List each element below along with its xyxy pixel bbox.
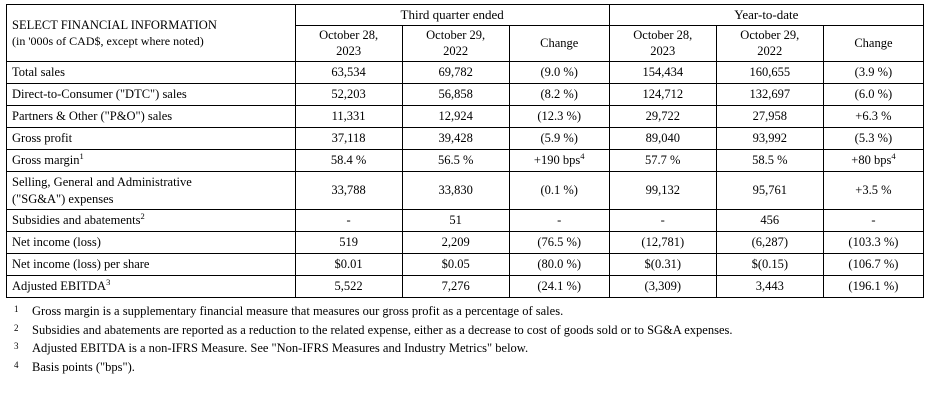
cell-q-2023	[295, 254, 402, 276]
row-label-footnote-marker: 3	[106, 276, 111, 287]
cell-q-2022-text: 56.5 %	[437, 152, 474, 167]
cell-y-change	[823, 276, 923, 298]
cell-y-2023	[609, 84, 716, 106]
cell-y-change	[823, 254, 923, 276]
cell-q-2022-text: 12,924	[438, 108, 473, 123]
cell-y-change-text: -	[871, 213, 876, 228]
table-row	[7, 106, 924, 128]
cell-q-2023	[295, 127, 402, 149]
cell-y-2023-text: (12,781)	[641, 235, 685, 250]
cell-y-2022-text: 3,443	[755, 278, 784, 293]
cell-q-2022	[402, 276, 509, 298]
row-label-text: Direct-to-Consumer ("DTC") sales	[12, 87, 187, 102]
cell-q-change-text: (5.9 %)	[540, 130, 578, 145]
row-label-text: Selling, General and Administrative	[12, 174, 192, 189]
cell-y-2023-text: 99,132	[645, 183, 680, 197]
cell-q-2023	[295, 210, 402, 232]
cell-q-change-text: -	[557, 213, 562, 228]
cell-q-change-text: (24.1 %)	[537, 278, 582, 293]
footnote-text: Adjusted EBITDA is a non-IFRS Measure. See "Non-IFRS Measures and Industry Metrics" below.	[32, 341, 529, 356]
cell-q-2022-text: 56,858	[438, 87, 473, 102]
column-header-y-2022-line1: October 29,	[740, 28, 800, 42]
row-label	[7, 232, 296, 254]
cell-y-2022	[716, 276, 823, 298]
cell-y-2023	[609, 62, 716, 84]
table-subtitle: (in '000s of CAD$, except where noted)	[12, 33, 204, 48]
cell-q-change	[509, 127, 609, 149]
cell-q-2022	[402, 127, 509, 149]
column-header-q-2023-line2: 2023	[336, 43, 362, 58]
cell-y-2023-text: 57.7 %	[645, 152, 681, 167]
column-header-y-2022-line2: 2022	[757, 43, 783, 58]
cell-y-2022	[716, 62, 823, 84]
cell-q-change	[509, 171, 609, 210]
footnote-marker: 2	[14, 322, 19, 333]
column-header-q-change	[509, 26, 609, 62]
cell-q-change	[509, 276, 609, 298]
cell-q-2022	[402, 84, 509, 106]
cell-q-2022	[402, 171, 509, 210]
cell-y-2022	[716, 232, 823, 254]
cell-y-change-text: (3.9 %)	[854, 65, 893, 80]
cell-q-2023	[295, 84, 402, 106]
cell-q-2022-text: 51	[449, 213, 462, 228]
cell-q-change-text: (76.5 %)	[537, 235, 582, 250]
row-label-text: Gross profit	[12, 130, 73, 145]
cell-y-change-text: +6.3 %	[855, 108, 892, 123]
cell-q-2023-text: -	[346, 213, 351, 228]
row-label-text: Subsidies and abatements	[12, 213, 141, 228]
cell-q-2023	[295, 232, 402, 254]
footnote-item	[6, 302, 926, 321]
cell-q-2022-text: 7,276	[441, 278, 470, 293]
cell-q-change	[509, 149, 609, 171]
column-header-y-2022	[716, 26, 823, 62]
row-label-footnote-marker: 1	[79, 150, 84, 161]
cell-y-change-text: (196.1 %)	[848, 278, 899, 293]
cell-q-2023	[295, 276, 402, 298]
footnote-item	[6, 339, 926, 358]
table-row	[7, 62, 924, 84]
footnote-text: Subsidies and abatements are reported as a reduction to the related expense, either as a decrease to cost of goods sold or to SG&A expenses.	[32, 322, 733, 337]
cell-q-change	[509, 106, 609, 128]
footnotes	[6, 302, 926, 377]
cell-y-change-text: +80 bps	[851, 152, 892, 167]
cell-y-change	[823, 149, 923, 171]
cell-y-2023-text: -	[660, 213, 665, 228]
footnote-marker: 1	[14, 303, 19, 314]
cell-y-2022-text: 58.5 %	[752, 152, 788, 167]
footnote-item	[6, 321, 926, 340]
table-body	[7, 62, 924, 298]
cell-y-2022-text: 95,761	[752, 183, 787, 197]
cell-q-change	[509, 254, 609, 276]
cell-q-2023-text: 5,522	[334, 278, 363, 293]
cell-y-change-text: (103.3 %)	[848, 235, 899, 250]
table-row	[7, 84, 924, 106]
row-label	[7, 106, 296, 128]
cell-y-2023-text: 89,040	[645, 130, 680, 145]
cell-y-2022	[716, 254, 823, 276]
cell-y-2023	[609, 127, 716, 149]
cell-y-2023	[609, 276, 716, 298]
cell-q-2022	[402, 232, 509, 254]
cell-q-2022-text: 39,428	[438, 130, 473, 145]
cell-q-2023	[295, 106, 402, 128]
table-row	[7, 210, 924, 232]
cell-y-change-text: (6.0 %)	[854, 87, 893, 102]
cell-y-change	[823, 127, 923, 149]
column-header-q-change-line1: Change	[540, 35, 579, 50]
column-header-y-2023-line1: October 28,	[633, 28, 693, 42]
column-header-y-2023-line2: 2023	[650, 43, 676, 58]
row-label	[7, 62, 296, 84]
table-header	[7, 5, 924, 62]
cell-y-2022-text: 27,958	[752, 108, 787, 123]
table-row	[7, 276, 924, 298]
cell-y-change-footnote-marker: 4	[891, 150, 896, 161]
footnote-text: Gross margin is a supplementary financial measure that measures our gross profit as a percentage of sales.	[32, 303, 564, 318]
cell-q-2023-text: 52,203	[331, 87, 366, 102]
cell-y-2023	[609, 171, 716, 210]
cell-y-2022-text: 456	[760, 213, 780, 228]
row-label-text: Net income (loss)	[12, 235, 101, 250]
row-label	[7, 171, 296, 210]
cell-y-2022-text: 93,992	[752, 130, 787, 145]
cell-q-2022-text: 2,209	[441, 235, 470, 250]
footnote-marker: 3	[14, 341, 19, 352]
cell-q-2022-text: 69,782	[438, 65, 473, 80]
cell-q-2022	[402, 210, 509, 232]
row-label-text-line2: ("SG&A") expenses	[12, 191, 114, 206]
group-header-third-quarter: Third quarter ended	[295, 5, 609, 26]
row-label-text: Gross margin	[12, 152, 80, 167]
column-header-y-2023	[609, 26, 716, 62]
row-label-footnote-marker: 2	[140, 211, 145, 222]
row-label	[7, 84, 296, 106]
cell-y-change	[823, 210, 923, 232]
cell-y-2023-text: 124,712	[642, 87, 684, 102]
cell-q-change	[509, 210, 609, 232]
cell-y-change-text: (106.7 %)	[848, 257, 899, 272]
cell-q-2023-text: $0.01	[334, 257, 363, 272]
table-title: SELECT FINANCIAL INFORMATION	[12, 17, 217, 32]
cell-q-2023-text: 11,331	[331, 108, 366, 123]
cell-y-2022-text: $(0.15)	[751, 257, 789, 272]
table-row	[7, 232, 924, 254]
cell-q-change	[509, 84, 609, 106]
cell-q-2023	[295, 62, 402, 84]
cell-y-change	[823, 171, 923, 210]
cell-y-change-text: +3.5 %	[855, 183, 892, 197]
column-header-y-change-line1: Change	[854, 35, 893, 50]
cell-y-2022-text: (6,287)	[751, 235, 789, 250]
row-label	[7, 127, 296, 149]
cell-q-2023	[295, 171, 402, 210]
row-label	[7, 276, 296, 298]
table-row	[7, 171, 924, 210]
cell-y-2023	[609, 254, 716, 276]
cell-y-2022	[716, 210, 823, 232]
cell-q-2023-text: 33,788	[331, 183, 366, 197]
cell-q-change	[509, 62, 609, 84]
cell-q-2023-text: 519	[339, 235, 358, 250]
cell-y-2023-text: (3,309)	[644, 278, 681, 293]
cell-y-change-text: (5.3 %)	[854, 130, 893, 145]
cell-q-change-text: (80.0 %)	[537, 257, 582, 272]
cell-q-2023-text: 58.4 %	[330, 152, 367, 167]
cell-q-change-footnote-marker: 4	[580, 150, 585, 161]
cell-y-2022	[716, 106, 823, 128]
footnote-marker: 4	[14, 360, 19, 371]
cell-q-change-text: (12.3 %)	[537, 108, 582, 123]
cell-y-change	[823, 232, 923, 254]
cell-y-change	[823, 106, 923, 128]
cell-y-2022	[716, 149, 823, 171]
table-row	[7, 149, 924, 171]
group-header-year-to-date: Year-to-date	[609, 5, 923, 26]
cell-y-change	[823, 84, 923, 106]
table-row	[7, 254, 924, 276]
cell-y-2023	[609, 149, 716, 171]
table-group-header-row	[7, 5, 924, 26]
cell-q-change-text: (8.2 %)	[540, 87, 578, 102]
cell-q-2022-text: 33,830	[438, 183, 473, 197]
row-label-text: Partners & Other ("P&O") sales	[12, 109, 173, 123]
cell-y-2022-text: 160,655	[749, 65, 791, 80]
cell-q-2022	[402, 149, 509, 171]
cell-y-2022-text: 132,697	[749, 87, 791, 102]
cell-q-change-text: (0.1 %)	[540, 183, 578, 197]
row-label-text: Net income (loss) per share	[12, 257, 150, 272]
cell-y-change	[823, 62, 923, 84]
column-header-q-2022-line2: 2022	[443, 43, 469, 58]
cell-q-change-text: (9.0 %)	[540, 65, 578, 80]
cell-y-2022	[716, 127, 823, 149]
cell-q-2023-text: 37,118	[331, 130, 366, 145]
row-label	[7, 254, 296, 276]
cell-q-2022	[402, 62, 509, 84]
table-title-cell	[7, 5, 296, 62]
cell-q-change	[509, 232, 609, 254]
cell-y-2023-text: $(0.31)	[644, 257, 681, 272]
column-header-q-2023	[295, 26, 402, 62]
cell-q-2022	[402, 254, 509, 276]
column-header-q-2023-line1: October 28,	[319, 28, 379, 42]
row-label-text: Total sales	[12, 65, 65, 80]
select-financial-information-table	[6, 4, 924, 298]
cell-y-2023	[609, 232, 716, 254]
table-row	[7, 127, 924, 149]
cell-q-2022	[402, 106, 509, 128]
cell-q-2022-text: $0.05	[441, 257, 470, 272]
cell-y-2023-text: 154,434	[642, 65, 684, 80]
column-header-q-2022	[402, 26, 509, 62]
row-label-text: Adjusted EBITDA	[12, 279, 107, 293]
cell-y-2023-text: 29,722	[645, 108, 680, 123]
column-header-y-change	[823, 26, 923, 62]
cell-q-change-text: +190 bps	[533, 152, 581, 167]
footnote-item	[6, 358, 926, 377]
footnote-text: Basis points ("bps").	[32, 360, 135, 375]
cell-q-2023	[295, 149, 402, 171]
column-header-q-2022-line1: October 29,	[426, 28, 486, 42]
cell-y-2022	[716, 171, 823, 210]
cell-y-2023	[609, 210, 716, 232]
cell-y-2023	[609, 106, 716, 128]
row-label	[7, 210, 296, 232]
row-label	[7, 149, 296, 171]
cell-y-2022	[716, 84, 823, 106]
cell-q-2023-text: 63,534	[331, 65, 366, 80]
